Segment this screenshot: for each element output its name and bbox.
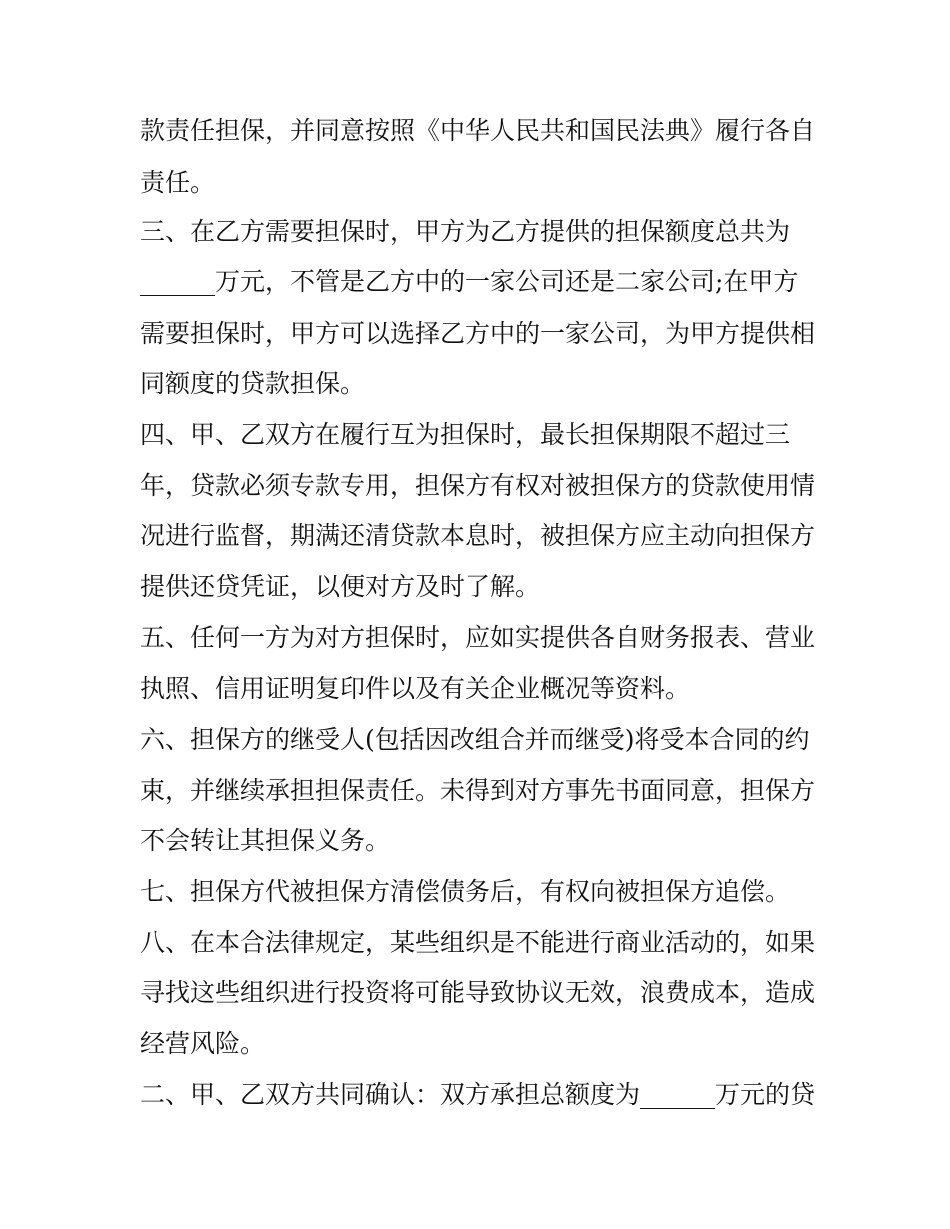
- text-line: 寻找这些组织进行投资将可能导致协议无效，浪费成本，造成: [140, 978, 816, 1007]
- text-line: 经营风险。: [140, 1029, 266, 1058]
- text-line: 三、在乙方需要担保时，甲方为乙方提供的担保额度总共为: [140, 217, 791, 246]
- text-line: 款责任担保，并同意按照《中华人民共和国民法典》履行各自: [140, 116, 816, 145]
- text-line: 四、甲、乙双方在履行互为担保时，最长担保期限不超过三: [140, 420, 791, 449]
- text-line: 责任。: [140, 168, 216, 197]
- text-line: ______万元，不管是乙方中的一家公司还是二家公司;在甲方: [140, 267, 799, 296]
- text-line: 束，并继续承担担保责任。未得到对方事先书面同意，担保方: [140, 776, 816, 805]
- text-line: 提供还贷凭证，以便对方及时了解。: [140, 572, 541, 601]
- text-line: 八、在本合法律规定，某些组织是不能进行商业活动的，如果: [140, 928, 816, 957]
- text-line: 年，贷款必须专款专用，担保方有权对被担保方的贷款使用情: [140, 471, 816, 500]
- text-line: 同额度的贷款担保。: [140, 369, 366, 398]
- text-line: 七、担保方代被担保方清偿债务后，有权向被担保方追偿。: [140, 877, 791, 906]
- text-line: 六、担保方的继受人(包括因改组合并而继受)将受本合同的约: [140, 725, 810, 754]
- text-line: 况进行监督，期满还清贷款本息时，被担保方应主动向担保方: [140, 521, 816, 550]
- text-line: 需要担保时，甲方可以选择乙方中的一家公司，为甲方提供相: [140, 319, 816, 348]
- text-line: 执照、信用证明复印件以及有关企业概况等资料。: [140, 674, 691, 703]
- text-line: 五、任何一方为对方担保时，应如实提供各自财务报表、营业: [140, 623, 816, 652]
- text-line: 不会转让其担保义务。: [140, 826, 391, 855]
- text-line: 二、甲、乙双方共同确认：双方承担总额度为______万元的贷: [140, 1080, 816, 1109]
